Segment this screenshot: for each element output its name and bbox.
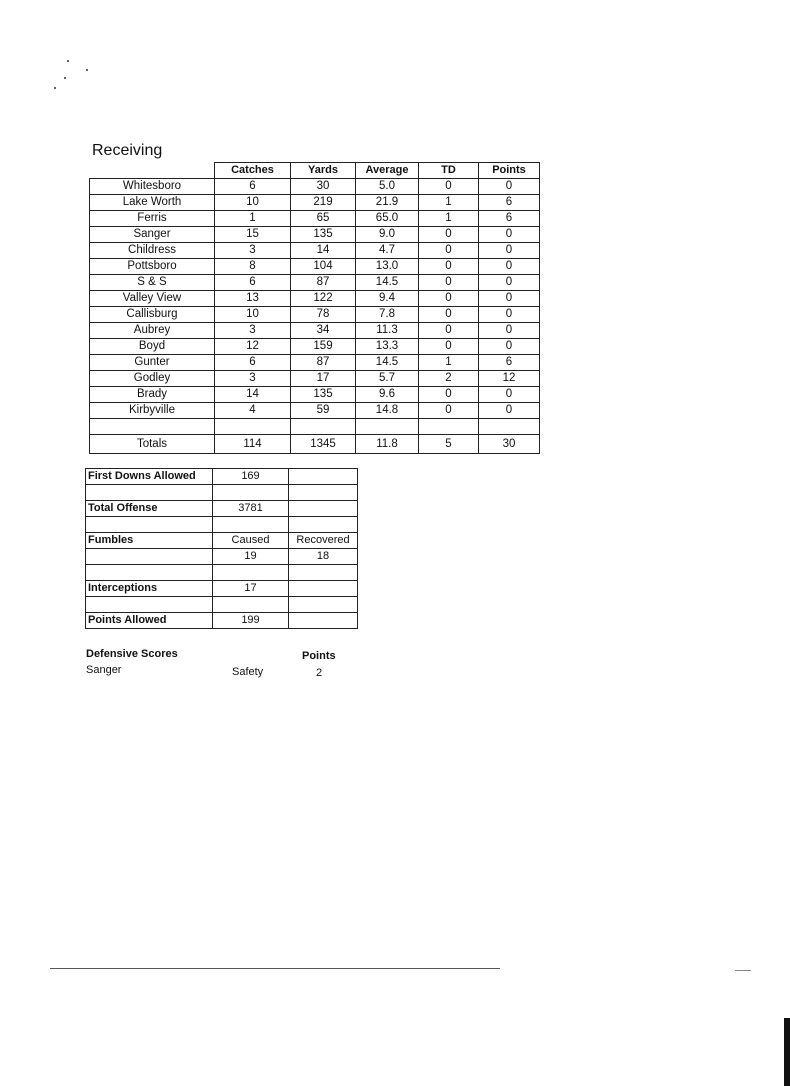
table-row <box>90 355 540 371</box>
interceptions-value: 17 <box>213 581 289 597</box>
table-row <box>90 403 540 419</box>
td-cell: 0 <box>419 291 479 307</box>
yards-cell: 17 <box>291 371 356 387</box>
team-name: Boyd <box>90 339 215 355</box>
yards-cell: 34 <box>291 323 356 339</box>
team-name: Sanger <box>90 227 215 243</box>
first-downs-value: 169 <box>213 469 289 485</box>
defensive-points-header: Points <box>302 650 336 662</box>
td-cell: 1 <box>419 211 479 227</box>
average-cell: 9.0 <box>356 227 419 243</box>
points-cell: 30 <box>479 435 540 454</box>
scan-speck <box>67 60 69 62</box>
yards-cell: 104 <box>291 259 356 275</box>
td-cell: 0 <box>419 275 479 291</box>
td-cell: 0 <box>419 307 479 323</box>
yards-cell: 1345 <box>291 435 356 454</box>
team-name: Childress <box>90 243 215 259</box>
fumbles-caused-label: Caused <box>213 533 289 549</box>
interceptions-row <box>86 581 358 597</box>
catches-cell: 10 <box>215 195 291 211</box>
catches-column-header: Catches <box>215 163 291 179</box>
table-row <box>90 371 540 387</box>
points-cell: 6 <box>479 211 540 227</box>
page-rule <box>50 968 500 969</box>
empty-cell <box>289 597 358 613</box>
summary-table <box>85 468 358 629</box>
average-cell: 5.7 <box>356 371 419 387</box>
catches-cell: 3 <box>215 243 291 259</box>
catches-cell: 10 <box>215 307 291 323</box>
empty-cell <box>213 485 289 501</box>
first-downs-row <box>86 469 358 485</box>
points-allowed-label: Points Allowed <box>86 613 213 629</box>
td-cell: 1 <box>419 355 479 371</box>
empty-cell <box>86 485 213 501</box>
points-cell: 0 <box>479 259 540 275</box>
first-downs-label: First Downs Allowed <box>86 469 213 485</box>
points-cell: 0 <box>479 387 540 403</box>
team-name: Pottsboro <box>90 259 215 275</box>
points-cell: 0 <box>479 291 540 307</box>
yards-cell: 135 <box>291 387 356 403</box>
td-cell: 0 <box>419 179 479 195</box>
team-name: Valley View <box>90 291 215 307</box>
yards-cell: 65 <box>291 211 356 227</box>
catches-cell: 6 <box>215 179 291 195</box>
table-row <box>90 387 540 403</box>
table-row <box>90 243 540 259</box>
fumbles-label: Fumbles <box>86 533 213 549</box>
yards-cell: 122 <box>291 291 356 307</box>
catches-cell: 12 <box>215 339 291 355</box>
td-cell: 1 <box>419 195 479 211</box>
interceptions-label: Interceptions <box>86 581 213 597</box>
points-cell: 0 <box>479 243 540 259</box>
spacer-row <box>90 419 540 435</box>
table-row <box>90 307 540 323</box>
average-cell: 14.8 <box>356 403 419 419</box>
td-cell: 0 <box>419 323 479 339</box>
fumbles-recovered-value: 18 <box>289 549 358 565</box>
points-cell: 0 <box>479 179 540 195</box>
catches-cell: 3 <box>215 371 291 387</box>
yards-column-header: Yards <box>291 163 356 179</box>
yards-cell: 30 <box>291 179 356 195</box>
receiving-title: Receiving <box>92 142 163 159</box>
fumbles-values-row <box>86 549 358 565</box>
points-column-header: Points <box>479 163 540 179</box>
team-name: Brady <box>90 387 215 403</box>
team-name: Gunter <box>90 355 215 371</box>
average-cell: 7.8 <box>356 307 419 323</box>
td-cell: 0 <box>419 339 479 355</box>
average-cell: 4.7 <box>356 243 419 259</box>
yards-cell: 159 <box>291 339 356 355</box>
points-cell: 0 <box>479 323 540 339</box>
yards-cell: 219 <box>291 195 356 211</box>
defensive-scores-title: Defensive Scores <box>86 648 178 660</box>
team-name: Aubrey <box>90 323 215 339</box>
scan-speck <box>54 87 56 89</box>
totals-label: Totals <box>90 435 215 454</box>
points-cell: 0 <box>479 403 540 419</box>
td-column-header: TD <box>419 163 479 179</box>
receiving-header-row <box>90 163 540 179</box>
empty-cell <box>289 613 358 629</box>
spacer-row <box>86 485 358 501</box>
table-row <box>90 179 540 195</box>
empty-cell <box>86 517 213 533</box>
scan-edge-mark <box>784 1018 790 1086</box>
td-cell: 0 <box>419 387 479 403</box>
table-row <box>90 339 540 355</box>
yards-cell: 78 <box>291 307 356 323</box>
average-cell: 13.3 <box>356 339 419 355</box>
average-cell: 5.0 <box>356 179 419 195</box>
points-cell: 0 <box>479 339 540 355</box>
points-cell: 6 <box>479 195 540 211</box>
receiving-table <box>89 162 540 454</box>
points-cell: 6 <box>479 355 540 371</box>
team-name: S & S <box>90 275 215 291</box>
table-row <box>90 211 540 227</box>
total-offense-row <box>86 501 358 517</box>
scan-speck <box>64 77 66 79</box>
yards-cell: 87 <box>291 275 356 291</box>
team-name: Kirbyville <box>90 403 215 419</box>
td-cell: 0 <box>419 227 479 243</box>
spacer-row <box>86 565 358 581</box>
empty-cell <box>289 565 358 581</box>
average-cell: 13.0 <box>356 259 419 275</box>
catches-cell: 8 <box>215 259 291 275</box>
empty-cell <box>213 565 289 581</box>
scan-speck <box>86 69 88 71</box>
total-offense-label: Total Offense <box>86 501 213 517</box>
td-cell: 2 <box>419 371 479 387</box>
team-name: Ferris <box>90 211 215 227</box>
fumbles-caused-value: 19 <box>213 549 289 565</box>
defensive-score-team: Sanger <box>86 664 122 676</box>
yards-cell: 14 <box>291 243 356 259</box>
catches-cell: 3 <box>215 323 291 339</box>
catches-cell: 4 <box>215 403 291 419</box>
td-cell: 5 <box>419 435 479 454</box>
points-cell: 0 <box>479 275 540 291</box>
average-cell: 21.9 <box>356 195 419 211</box>
average-cell: 11.3 <box>356 323 419 339</box>
receiving-body <box>90 179 540 454</box>
table-row <box>90 291 540 307</box>
points-cell: 12 <box>479 371 540 387</box>
table-row <box>90 227 540 243</box>
yards-cell: 87 <box>291 355 356 371</box>
empty-cell <box>289 469 358 485</box>
catches-cell: 6 <box>215 355 291 371</box>
average-cell: 9.6 <box>356 387 419 403</box>
spacer-row <box>86 597 358 613</box>
catches-cell: 15 <box>215 227 291 243</box>
average-cell: 14.5 <box>356 355 419 371</box>
points-cell: 0 <box>479 307 540 323</box>
empty-cell <box>86 565 213 581</box>
points-cell: 0 <box>479 227 540 243</box>
empty-cell <box>419 419 479 435</box>
team-name: Callisburg <box>90 307 215 323</box>
td-cell: 0 <box>419 243 479 259</box>
empty-cell <box>213 597 289 613</box>
totals-row <box>90 435 540 454</box>
average-cell: 11.8 <box>356 435 419 454</box>
empty-cell <box>289 581 358 597</box>
empty-cell <box>86 549 213 565</box>
fumbles-recovered-label: Recovered <box>289 533 358 549</box>
average-cell: 9.4 <box>356 291 419 307</box>
table-row <box>90 275 540 291</box>
catches-cell: 13 <box>215 291 291 307</box>
points-allowed-row <box>86 613 358 629</box>
empty-cell <box>289 485 358 501</box>
points-allowed-value: 199 <box>213 613 289 629</box>
average-cell: 14.5 <box>356 275 419 291</box>
team-name: Godley <box>90 371 215 387</box>
average-cell: 65.0 <box>356 211 419 227</box>
average-column-header: Average <box>356 163 419 179</box>
fumbles-header-row <box>86 533 358 549</box>
empty-cell <box>213 517 289 533</box>
defensive-score-type: Safety <box>232 666 264 678</box>
empty-cell <box>479 419 540 435</box>
empty-cell <box>86 597 213 613</box>
table-row <box>90 195 540 211</box>
page-rule <box>735 970 751 971</box>
team-name: Whitesboro <box>90 179 215 195</box>
team-column-header <box>90 163 215 179</box>
yards-cell: 59 <box>291 403 356 419</box>
td-cell: 0 <box>419 403 479 419</box>
empty-cell <box>289 517 358 533</box>
table-row <box>90 323 540 339</box>
catches-cell: 14 <box>215 387 291 403</box>
defensive-score-points: 2 <box>316 667 323 679</box>
empty-cell <box>291 419 356 435</box>
total-offense-value: 3781 <box>213 501 289 517</box>
team-name: Lake Worth <box>90 195 215 211</box>
td-cell: 0 <box>419 259 479 275</box>
empty-cell <box>90 419 215 435</box>
yards-cell: 135 <box>291 227 356 243</box>
catches-cell: 1 <box>215 211 291 227</box>
empty-cell <box>289 501 358 517</box>
table-row <box>90 259 540 275</box>
empty-cell <box>215 419 291 435</box>
spacer-row <box>86 517 358 533</box>
empty-cell <box>356 419 419 435</box>
catches-cell: 114 <box>215 435 291 454</box>
catches-cell: 6 <box>215 275 291 291</box>
